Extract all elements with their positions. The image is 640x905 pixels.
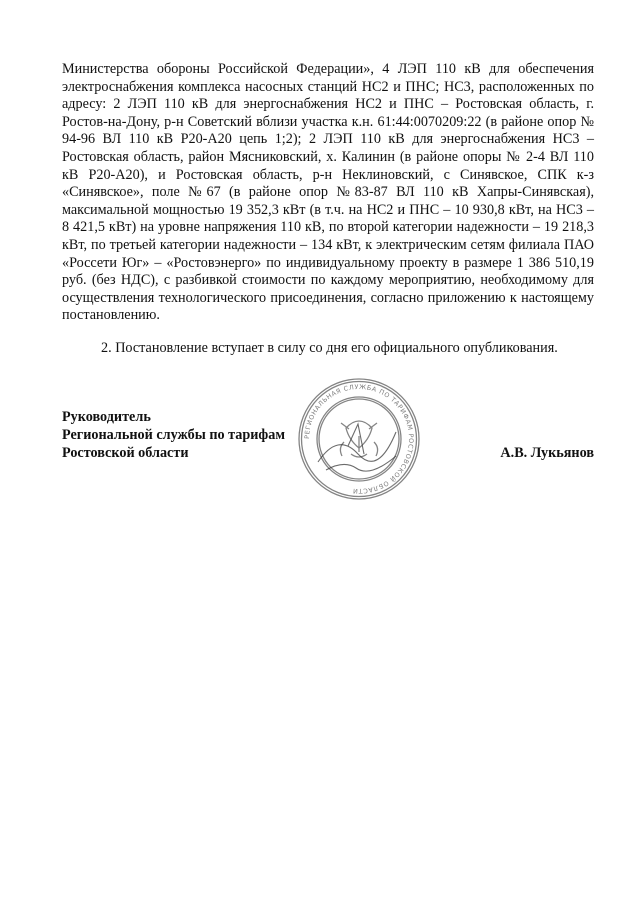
body-paragraph-2: 2. Постановление вступает в силу со дня его официального опубликования. xyxy=(101,340,558,356)
body-paragraph-1: Министерства обороны Российской Федерации», 4 ЛЭП 110 кВ для обеспечения электроснабжения комплекса насосных станций НС2 и ПНС; НС3, расположенных по адресу: 2 ЛЭП 110 кВ для энергоснабжения НС2 и ПНС – Ростовская область, г. Ростов-на-Дону, р-н Советский вблизи участка к.н. 61:44:0070209:22 (в районе опор № 94-96 ВЛ 110 кВ Р20-А20 цепь 1;2); 2 ЛЭП 110 кВ для энергоснабжения НС3 – Ростовская область, район Мясниковский, х. Калинин (в районе опоры № 2-4 ВЛ 110 кВ Р20-А20), и Ростовская область, р-н Неклиновский, с Синявское, СПК к-з «Синявское», поле №67 (в районе опор №83-87 ВЛ 110 кВ Хапры-Синявская), максимальной мощностью 19 352,3 кВт (в т.ч. на НС2 и ПНС – 10 930,8 кВт, на НС3 – 8 421,5 кВт) на уровне напряжения 110 кВ, по второй категории надежности – 19 218,3 кВт, по третьей категории надежности – 134 кВт, к электрическим сетям филиала ПАО «Россети Юг» – «Ростовэнерго» по индивидуальному проекту в размере 1 386 510,19 руб. (без НДС), с разбивкой стоимости по каждому мероприятию, необходимому для осуществления технологического присоединения, согласно приложению к настоящему постановлению. xyxy=(62,61,594,324)
signatory-title-line-2: Региональной службы по тарифам xyxy=(62,427,286,443)
signatory-title-line-3: Ростовской области xyxy=(62,445,189,461)
official-seal-icon xyxy=(296,376,422,502)
seal-ring-text: РЕГИОНАЛЬНАЯ СЛУЖБА ПО ТАРИФАМ РОСТОВСКОЙ ОБЛАСТИ xyxy=(302,382,416,496)
signatory-name: А.В. Лукьянов xyxy=(500,445,594,461)
signatory-title-line-1: Руководитель xyxy=(62,409,151,425)
